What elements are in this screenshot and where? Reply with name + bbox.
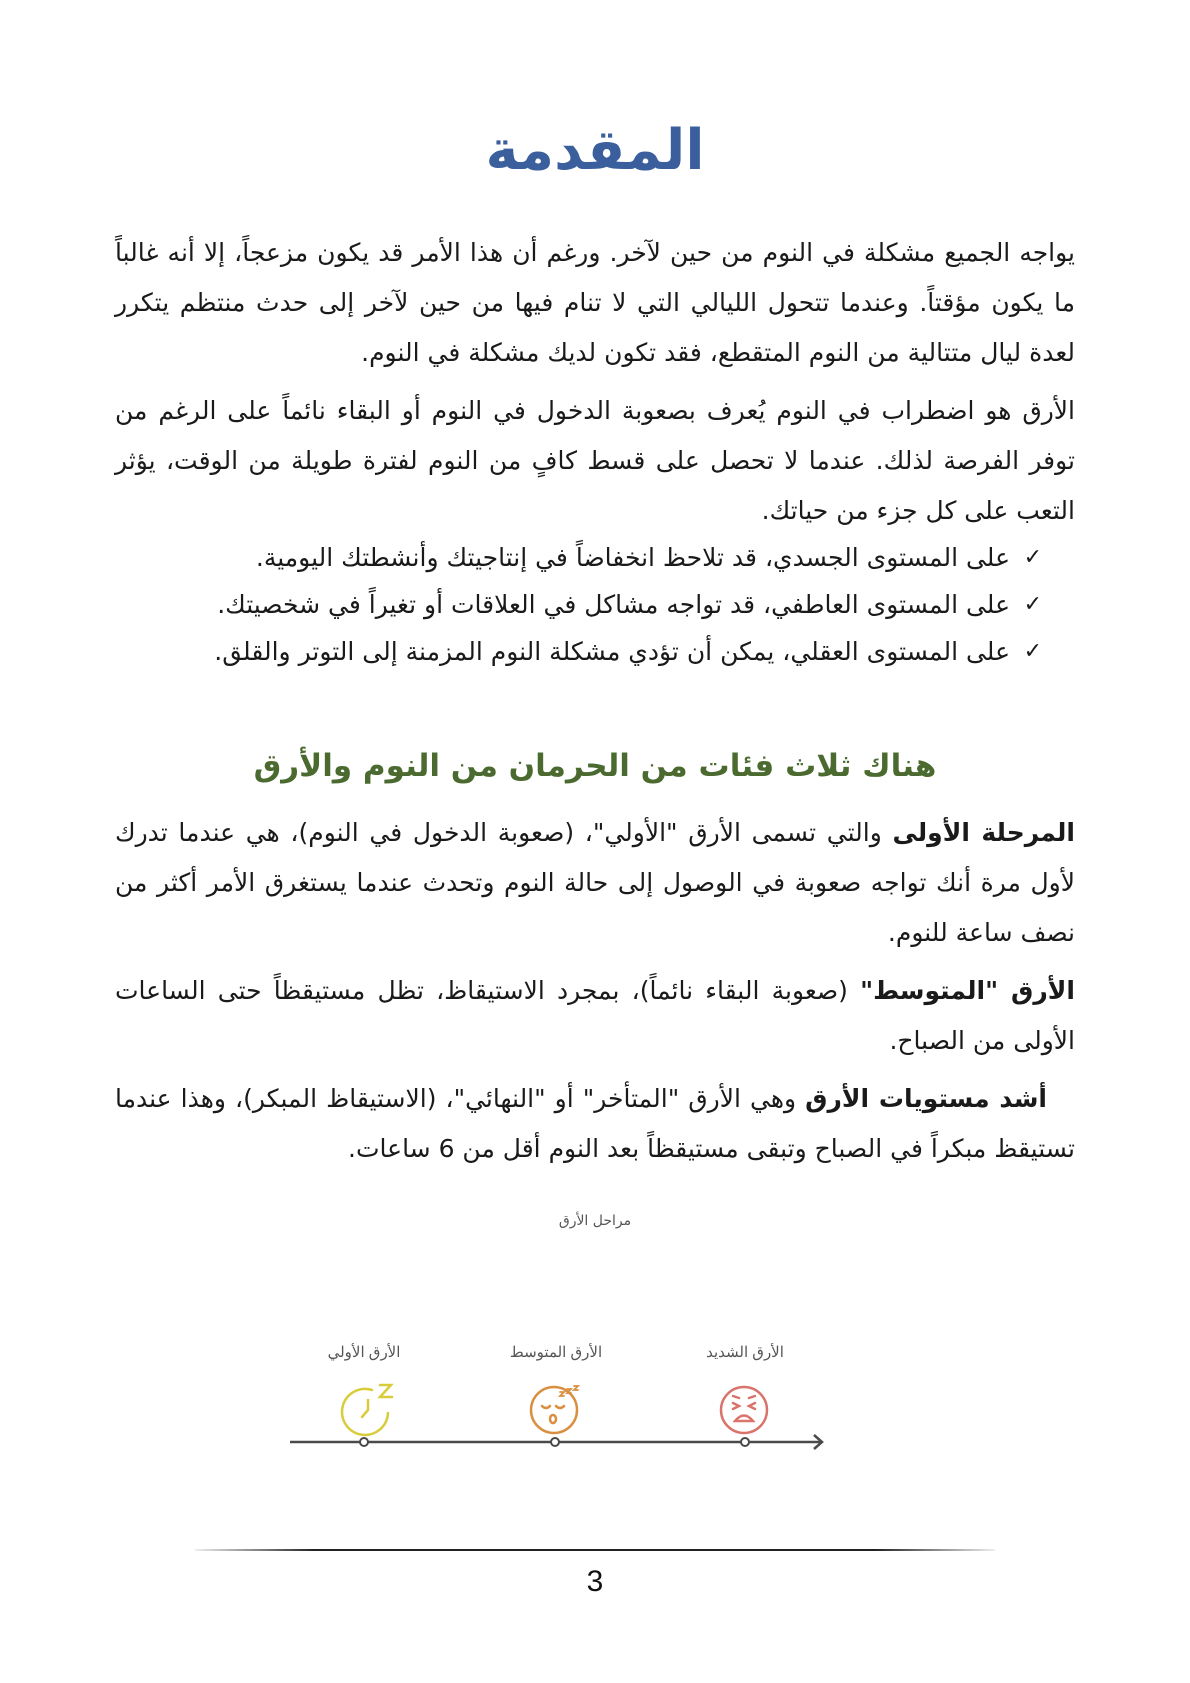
stage-label-initial: الأرق الأولي: [327, 1344, 401, 1361]
stage-label-middle: الأرق المتوسط: [509, 1344, 603, 1361]
intro-section: [115, 228, 1075, 536]
timeline-marker: [360, 1438, 368, 1446]
stage-2-term: الأرق "المتوسط": [860, 976, 1075, 1005]
effects-list: [112, 534, 1042, 675]
insomnia-stages-diagram: [290, 1330, 910, 1470]
page-title: المقدمة: [485, 118, 705, 183]
stage-label-severe: الأرق الشديد: [706, 1344, 784, 1361]
bullet-text: على المستوى الجسدي، قد تلاحظ انخفاضاً في إنتاجيتك وأنشطتك اليومية.: [255, 543, 1010, 572]
timeline-marker: [741, 1438, 749, 1446]
stage-1-term: المرحلة الأولى: [892, 818, 1075, 847]
stages-section: [115, 808, 1075, 1174]
check-icon: ✓: [1023, 592, 1042, 617]
bullet-text: على المستوى العقلي، يمكن أن تؤدي مشكلة النوم المزمنة إلى التوتر والقلق.: [214, 637, 1010, 666]
list-item: [112, 628, 1042, 675]
distressed-face-icon: [721, 1387, 767, 1433]
sleep-clock-icon: [342, 1385, 392, 1435]
figure-caption: مراحل الأرق: [558, 1213, 632, 1229]
stage-1-text: والتي تسمى الأرق "الأولي"، (صعوبة الدخول في النوم)، هي عندما تدرك لأول مرة أنك تواجه صعوبة في الوصول إلى حالة النوم وتحدث عندما يستغرق الأمر أكثر من نصف ساعة للنوم.: [115, 818, 1075, 947]
check-icon: ✓: [1023, 545, 1042, 570]
sleeping-face-icon: [531, 1386, 578, 1433]
stage-3-text: وهي الأرق "المتأخر" أو "النهائي"، (الاستيقاظ المبكر)، وهذا عندما تستيقظ مبكراً في الصباح وتبقى مستيقظاً بعد النوم أقل من 6 ساعات.: [115, 1084, 1075, 1163]
page-number: 3: [586, 1565, 604, 1598]
stage-paragraph-1: [115, 808, 1075, 958]
footer-divider: [195, 1549, 995, 1551]
section-heading: هناك ثلاث فئات من الحرمان من النوم والأرق: [253, 748, 937, 784]
intro-paragraph-2: الأرق هو اضطراب في النوم يُعرف بصعوبة الدخول في النوم أو البقاء نائماً على الرغم من توفر الفرصة لذلك. عندما لا تحصل على قسط كافٍ من النوم لفترة طويلة من الوقت، يؤثر التعب على كل جزء من حياتك.: [115, 396, 1075, 525]
stage-2-text: (صعوبة البقاء نائماً)، بمجرد الاستيقاظ، تظل مستيقظاً حتى الساعات الأولى من الصباح.: [115, 976, 1075, 1055]
timeline-marker: [551, 1438, 559, 1446]
stage-3-term: أشد مستويات الأرق: [805, 1084, 1047, 1113]
list-item: [112, 581, 1042, 628]
check-icon: ✓: [1023, 639, 1042, 664]
stage-paragraph-3: [115, 1074, 1075, 1174]
list-item: [112, 534, 1042, 581]
stage-paragraph-2: [115, 966, 1075, 1066]
intro-paragraph-1: يواجه الجميع مشكلة في النوم من حين لآخر. ورغم أن هذا الأمر قد يكون مزعجاً، إلا أنه غالباً ما يكون مؤقتاً. وعندما تتحول الليالي التي لا تنام فيها من حين لآخر إلى حدث منتظم يتكرر لعدة ليال متتالية من النوم المتقطع، فقد تكون لديك مشكلة في النوم.: [115, 238, 1075, 367]
bullet-text: على المستوى العاطفي، قد تواجه مشاكل في العلاقات أو تغيراً في شخصيتك.: [217, 590, 1010, 619]
